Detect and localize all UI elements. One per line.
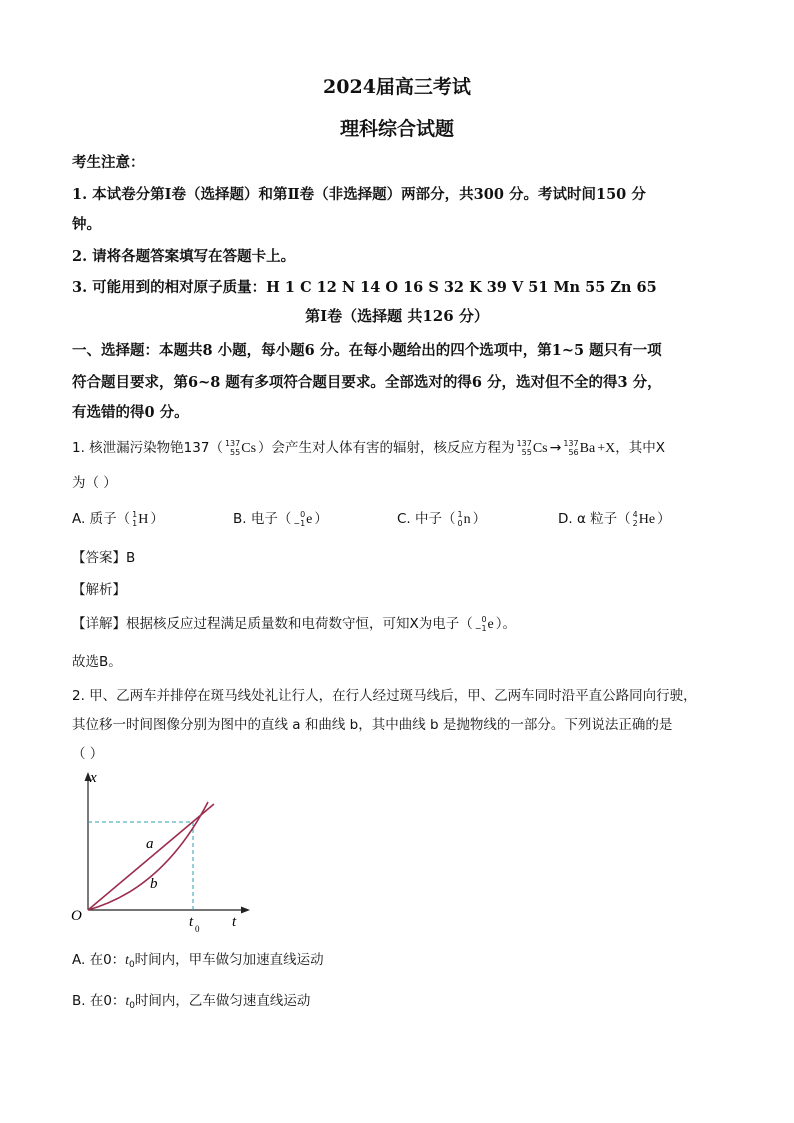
q2-stem-3: （ ） — [72, 746, 104, 762]
detail-electron-nuclide — [475, 615, 494, 633]
detail-electron-symbol: e — [487, 617, 494, 632]
electron-symbol: e — [306, 512, 313, 527]
detail-electron-mass: 0 — [481, 615, 487, 624]
q1-option-b-close: ） — [314, 511, 328, 527]
section-heading: 第Ⅰ卷（选择题 共126 分） — [305, 307, 489, 325]
q1-option-a-label: A. 质子（ — [72, 511, 131, 527]
q1-answer: 【答案】B — [72, 550, 136, 566]
q2-option-b-sub: 0 — [129, 1001, 135, 1011]
q2-stem-1: 2. 甲、乙两车并排停在斑马线处礼让行人，在行人经过斑马线后，甲、乙两车同时沿平直公路同向行驶， — [72, 688, 697, 704]
y-axis-label: x — [90, 770, 97, 786]
q1-option-b — [233, 507, 328, 528]
proton-mass: 1 — [132, 510, 138, 519]
line-a — [88, 804, 214, 910]
neutron-nuclide — [458, 510, 471, 528]
q1-option-c — [397, 507, 486, 528]
q2-option-a-sub: 0 — [128, 960, 135, 970]
x-axis-label: t — [232, 914, 237, 930]
q2-option-b-pre: B. 在0： — [72, 993, 126, 1009]
notice-item-1-cont: 钟。 — [72, 216, 101, 233]
proton-charge: 1 — [132, 519, 138, 528]
q2-stem-2: 其位移一时间图像分别为图中的直线 a 和曲线 b，其中曲线 b 是抛物线的一部分。下列说法正确的是 — [72, 717, 673, 733]
q1-option-a — [72, 507, 164, 528]
eq-cs-mass: 137 — [516, 439, 532, 448]
q1-option-d — [558, 507, 671, 528]
proton-nuclide — [132, 510, 148, 528]
q2-option-b-post: 时间内，乙车做匀速直线运动 — [134, 993, 311, 1009]
eq-plus-x: +X — [597, 441, 616, 456]
q1-conclusion: 故选B。 — [72, 654, 122, 670]
q1-option-c-close: ） — [472, 511, 487, 527]
q1-stem-a: 1. 核泄漏污染物铯137（ — [72, 440, 223, 456]
q2-option-b — [72, 989, 310, 1011]
ba-charge: 56 — [568, 448, 579, 457]
q1-option-b-label: B. 电子（ — [233, 511, 292, 527]
q1-stem — [72, 436, 665, 457]
neutron-symbol: n — [463, 512, 471, 527]
reaction-arrow-icon: → — [549, 440, 562, 456]
exam-subtitle: 理科综合试题 — [339, 118, 454, 140]
curve-b — [88, 802, 208, 910]
t0-subscript: 0 — [195, 924, 200, 934]
alpha-mass: 4 — [632, 510, 638, 519]
notice-item-2: 2. 请将各题答案填写在答题卡上。 — [72, 248, 296, 265]
eq-cs-symbol: Cs — [532, 441, 548, 456]
q1-analysis: 【解析】 — [72, 582, 126, 598]
curve-b-label: b — [150, 876, 158, 892]
q1-detail-a: 【详解】根据核反应过程满足质量数和电荷数守恒，可知X为电子（ — [72, 616, 473, 632]
q1-detail — [72, 612, 516, 633]
cs-nuclide — [225, 439, 256, 457]
alpha-nuclide — [633, 510, 655, 528]
xt-graph — [68, 764, 258, 936]
cs-mass: 137 — [224, 439, 241, 448]
section-intro-3: 有选错的得0 分。 — [72, 404, 189, 421]
q2-option-a-t: t — [125, 952, 129, 967]
electron-mass: 0 — [300, 510, 306, 519]
alpha-charge: 2 — [632, 519, 638, 528]
q2-option-a-post: 时间内，甲车做匀加速直线运动 — [134, 952, 324, 968]
section-intro-2: 符合题目要求，第6~8 题有多项符合题目要求。全部选对的得6 分，选对但不全的得3 分， — [72, 374, 662, 391]
notice-item-1: 1. 本试卷分第Ⅰ卷（选择题）和第Ⅱ卷（非选择题）两部分，共300 分。考试时间150 分 — [72, 186, 646, 203]
cs-charge: 55 — [230, 448, 241, 457]
q2-option-a — [72, 948, 324, 970]
ba-mass: 137 — [563, 439, 579, 448]
q1-stem-line2: 为（ ） — [72, 475, 117, 491]
ba-symbol: Ba — [579, 441, 596, 456]
origin-label: O — [71, 908, 82, 924]
alpha-symbol: He — [638, 512, 656, 527]
q1-option-c-label: C. 中子（ — [397, 511, 456, 527]
q1-option-d-label: D. α 粒子（ — [558, 511, 631, 527]
q2-option-b-t: t — [125, 993, 130, 1008]
notice-item-3: 3. 可能用到的相对原子质量：H 1 C 12 N 14 O 16 S 32 K 39 V 51 Mn 55 Zn 65 — [72, 279, 657, 296]
q1-stem-b: ）会产生对人体有害的辐射，核反应方程为 — [258, 440, 515, 456]
notice-heading: 考生注意： — [72, 154, 145, 171]
eq-cs-charge: 55 — [521, 448, 532, 457]
x-axis-arrow-icon — [241, 907, 250, 914]
eq-ba-nuclide — [563, 439, 595, 457]
cs-symbol: Cs — [241, 441, 257, 456]
q1-stem-c: ，其中X — [615, 440, 665, 456]
proton-symbol: H — [138, 512, 149, 527]
line-a-label: a — [146, 836, 154, 852]
q1-option-a-close: ） — [150, 511, 164, 527]
q1-detail-b: ）。 — [495, 616, 517, 632]
q2-option-a-pre: A. 在0： — [72, 952, 126, 968]
q1-option-d-close: ） — [657, 511, 671, 527]
eq-cs-nuclide — [517, 439, 548, 457]
electron-charge: −1 — [293, 519, 306, 528]
exam-title: 2024届高三考试 — [323, 76, 471, 98]
neutron-mass: 1 — [457, 510, 463, 519]
neutron-charge: 0 — [457, 519, 463, 528]
electron-nuclide — [293, 510, 312, 528]
detail-electron-charge: −1 — [474, 624, 487, 633]
t0-label: t — [189, 914, 194, 930]
section-intro-1: 一、选择题：本题共8 小题，每小题6 分。在每小题给出的四个选项中，第1~5 题只有一项 — [72, 342, 662, 359]
